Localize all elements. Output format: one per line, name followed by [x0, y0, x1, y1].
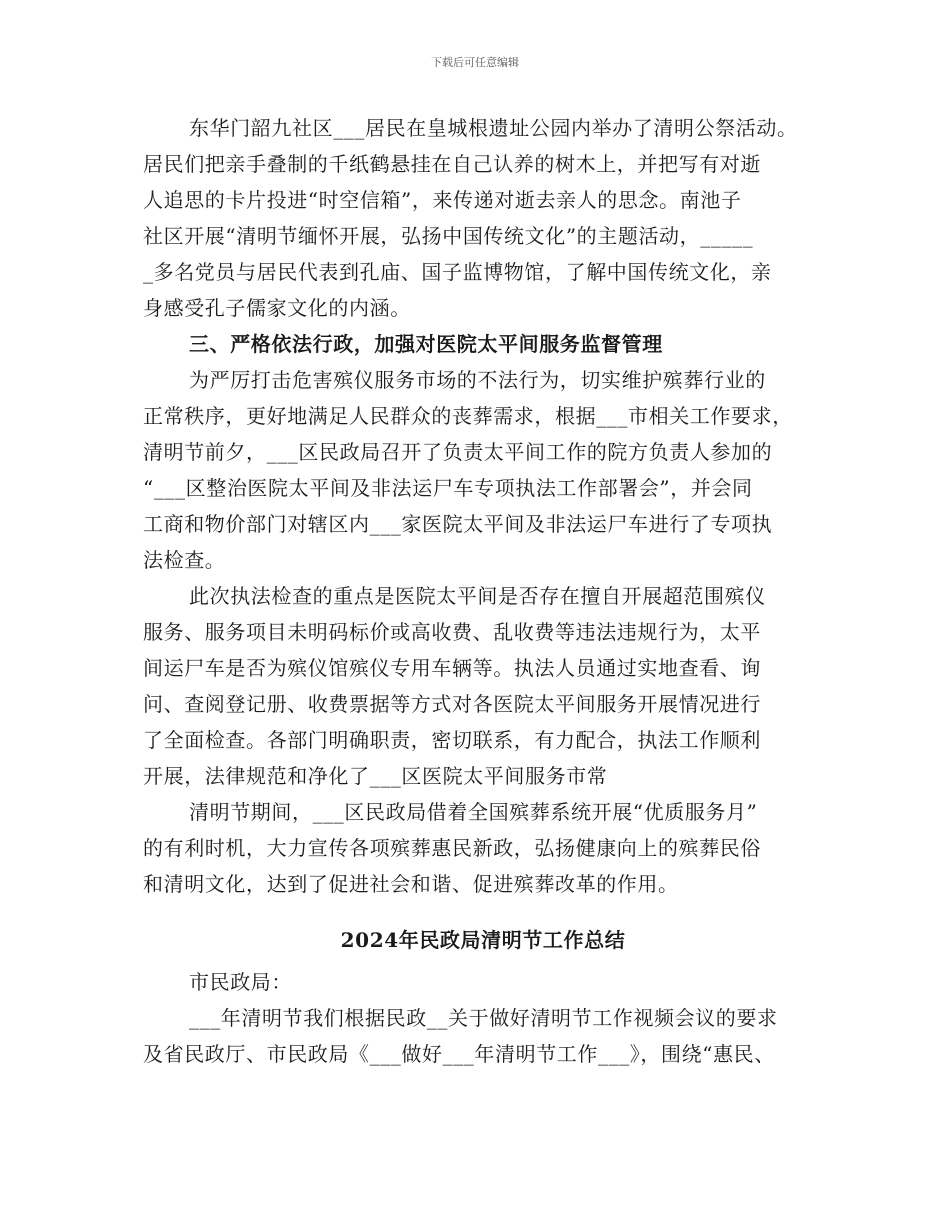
text-line: 问、查阅登记册、收费票据等方式对各医院太平间服务开展情况进行	[143, 692, 761, 716]
text-line: 清明节前夕，___区民政局召开了负责太平间工作的院方负责人参加的	[143, 440, 773, 464]
paragraph-inspection-focus	[143, 578, 823, 794]
text-line: 开展，法律规范和净化了___区医院太平间服务市常	[143, 764, 608, 788]
text-line: “___区整治医院太平间及非法运尸车专项执法工作部署会”，并会同	[143, 476, 753, 500]
text-line: 此次执法检查的重点是医院太平间是否存在擅自开展超范围殡仪	[189, 584, 766, 608]
text-line: 身感受孔子儒家文化的内涵。	[143, 296, 411, 320]
text-line: _多名党员与居民代表到孔庙、国子监博物馆，了解中国传统文化，亲	[143, 260, 772, 284]
document-body	[143, 110, 823, 1072]
section-heading: 三、严格依法行政，加强对医院太平间服务监督管理	[189, 332, 663, 356]
text-line: 人追思的卡片投进“时空信箱”，来传递对逝去亲人的思念。南池子	[143, 188, 742, 212]
page-header: 下载后可任意编辑	[431, 56, 519, 69]
document-title: 2024年民政局清明节工作总结	[340, 928, 626, 952]
text-line: 清明节期间，___区民政局借着全国殡葬系统开展“优质服务月”	[189, 800, 758, 824]
paragraph-community-activities	[143, 110, 823, 326]
paragraph-qingming-period	[143, 794, 823, 902]
text-line: 的有利时机，大力宣传各项殡葬惠民新政，弘扬健康向上的殡葬民俗	[143, 836, 761, 860]
text-line: 间运尸车是否为殡仪馆殡仪专用车辆等。执法人员通过实地查看、询	[143, 656, 761, 680]
text-line: 东华门韶九社区___居民在皇城根遗址公园内举办了清明公祭活动。	[189, 116, 798, 140]
text-line: 正常秩序，更好地满足人民群众的丧葬需求，根据___市相关工作要求，	[143, 404, 793, 428]
salutation: 市民政局：	[189, 970, 292, 994]
text-line: 和清明文化，达到了促进社会和谐、促进殡葬改革的作用。	[143, 872, 679, 896]
text-line: 工商和物价部门对辖区内___家医院太平间及非法运尸车进行了专项执	[143, 512, 773, 536]
text-line: 及省民政厅、市民政局《___做好___年清明节工作___》，围绕“惠民、	[143, 1042, 775, 1066]
text-line: 服务、服务项目未明码标价或高收费、乱收费等违法违规行为，太平	[143, 620, 761, 644]
text-line: 法检查。	[143, 548, 226, 572]
text-line: 居民们把亲手叠制的千纸鹤悬挂在自己认养的树木上，并把写有对逝	[143, 152, 761, 176]
text-line: 了全面检查。各部门明确职责，密切联系，有力配合，执法工作顺利	[143, 728, 761, 752]
text-line: 社区开展“清明节缅怀开展，弘扬中国传统文化”的主题活动，_____	[143, 224, 754, 248]
text-line: 为严厉打击危害殡仪服务市场的不法行为，切实维护殡葬行业的	[189, 368, 766, 392]
text-line: ___年清明节我们根据民政__关于做好清明节工作视频会议的要求	[189, 1006, 778, 1030]
paragraph-enforcement	[143, 362, 823, 578]
paragraph-summary-intro	[143, 1000, 823, 1072]
